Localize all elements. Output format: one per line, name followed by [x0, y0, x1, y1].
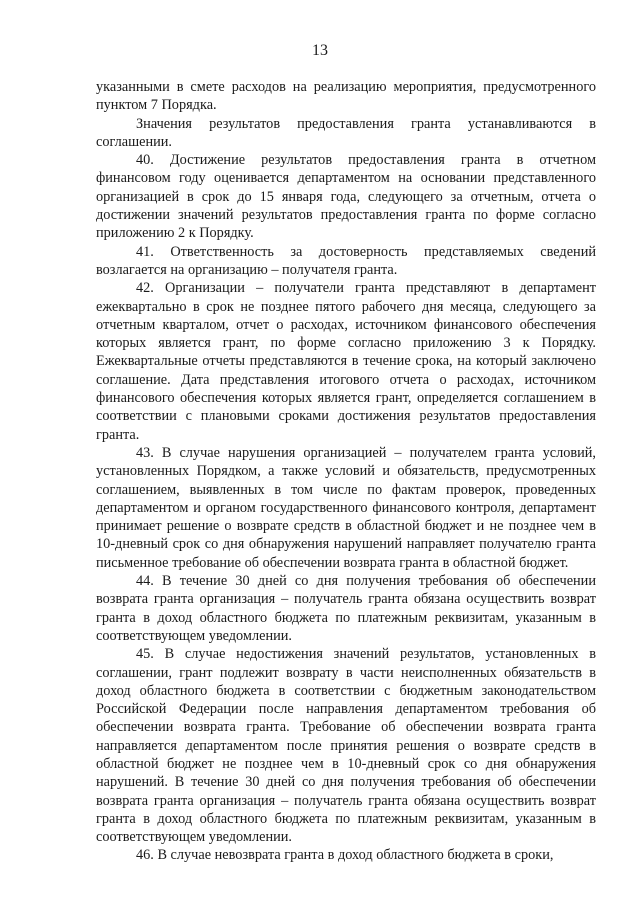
paragraph-46: 46. В случае невозврата гранта в доход областного бюджета в сроки,: [136, 847, 554, 864]
document-body: [96, 78, 596, 865]
paragraph-42: 42. Организации – получатели гранта представляют в департамент ежеквартально в срок не позднее пятого рабочего дня месяца, следующего за отчетным кварталом, отчет о расходах, источником финансового обеспечения которых является грант, по форме согласно приложению 3 к Порядку. Ежеквартальные отчеты представляются в течение срока, на который заключено соглашение. Дата представления итогового отчета о расходах, источником финансового обеспечения которых является грант, определяется соглашением в соответствии с плановыми сроками достижения результатов предоставления гранта.: [96, 280, 596, 443]
paragraph-45: 45. В случае недостижения значений результатов, установленных в соглашении, грант подлежит возврату в части неисполненных обязательств в доход областного бюджета в соответствии с бюджетным законодательством Российской Федерации после направления департаментом требования об обеспечении возврата гранта. Требование об обеспечении возврата гранта направляется департаментом после принятия решения о возврате средств в областной бюджет не позднее чем в 10-дневный срок со дня обнаружения нарушений. В течение 30 дней со дня получения требования об обеспечении возврата гранта организация – получатель гранта обязана осуществить возврат гранта в доход областного бюджета по платежным реквизитам, указанным в соответствующем уведомлении.: [96, 646, 596, 846]
paragraph-43: 43. В случае нарушения организацией – получателем гранта условий, установленных Порядком, а также условий и обязательств, предусмотренных соглашением, выявленных в том числе по фактам проверок, проведенных департаментом и органом государственного финансового контроля, департамент принимает решение о возврате средств в областной бюджет и не позднее чем в 10-дневный срок со дня обнаружения нарушений направляет получателю гранта письменное требование об обеспечении возврата гранта в областной бюджет.: [96, 444, 596, 571]
paragraph-40: 40. Достижение результатов предоставления гранта в отчетном финансовом году оценивается департаментом на основании представленного организацией в срок до 15 января года, следующего за отчетным, отчета о достижении значений результатов предоставления гранта по форме согласно приложению 2 к Порядку.: [96, 152, 596, 242]
paragraph-continuation: указанными в смете расходов на реализацию мероприятия, предусмотренного пунктом 7 Порядка.: [96, 79, 596, 114]
paragraph-results-values: Значения результатов предоставления гранта устанавливаются в соглашении.: [96, 115, 596, 150]
page-number: 13: [312, 42, 328, 59]
paragraph-44: 44. В течение 30 дней со дня получения требования об обеспечении возврата гранта организация – получатель гранта обязана осуществить возврат гранта в доход областного бюджета по платежным реквизитам, указанным в соответствующем уведомлении.: [96, 573, 596, 644]
paragraph-41: 41. Ответственность за достоверность представляемых сведений возлагается на организацию – получателя гранта.: [96, 243, 596, 278]
